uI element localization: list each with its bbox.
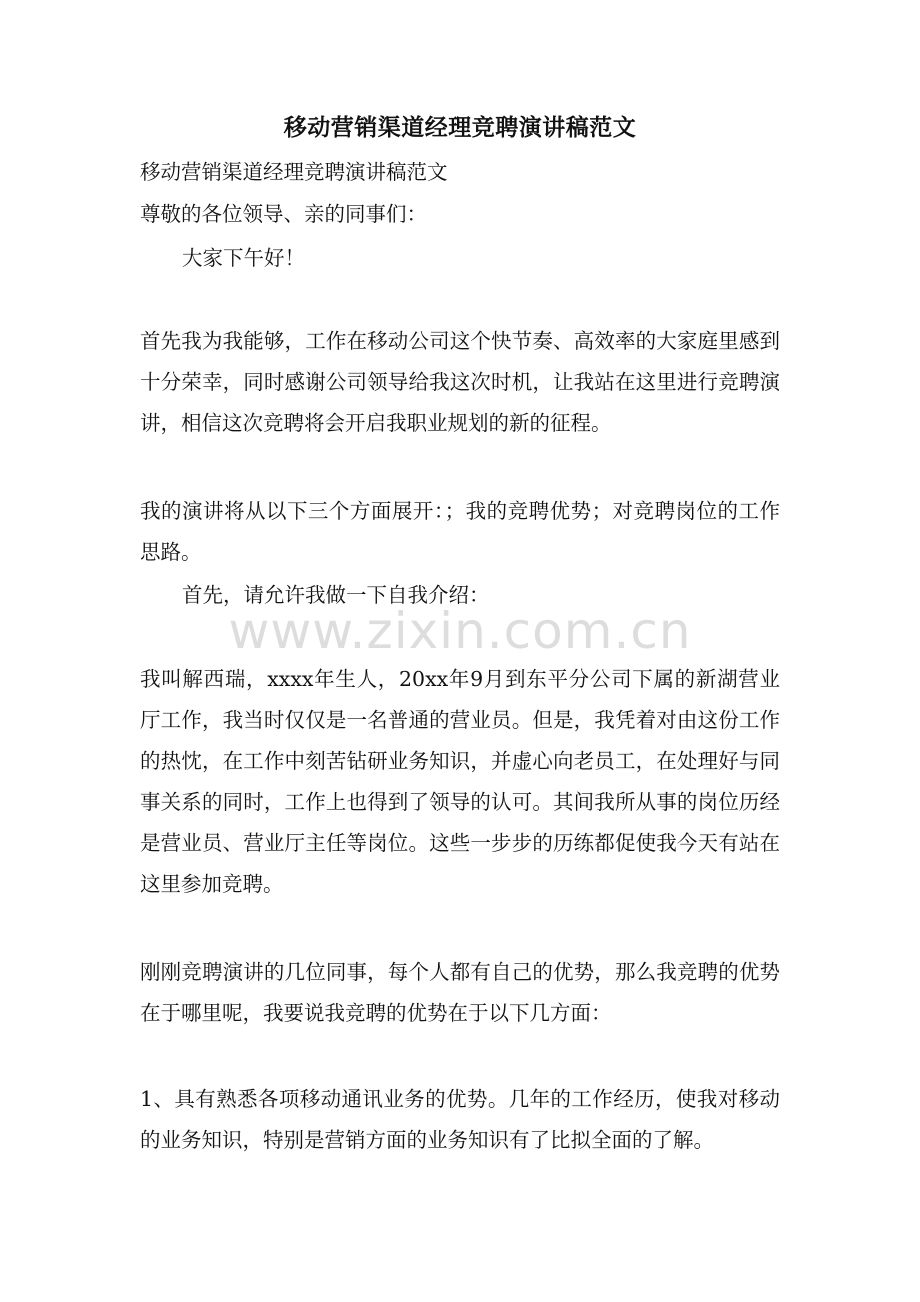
paragraph-outline: 我的演讲将从以下三个方面展开：；我的竞聘优势；对竞聘岗位的工作思路。 [140,499,780,564]
greeting: 大家下午好！ [182,246,305,270]
document-subtitle: 移动营销渠道经理竞聘演讲稿范文 [140,160,448,184]
paragraph-intro: 首先我为我能够，工作在移动公司这个快节奏、高效率的大家庭里感到十分荣幸，同时感谢公司领导给我这次时机，让我站在这里进行竞聘演讲，相信这次竞聘将会开启我职业规划的新的征程。 [140,329,780,435]
watermark: www.zixin.com.cn [228,602,692,660]
paragraph-advantage-1: 1、具有熟悉各项移动通讯业务的优势。几年的工作经历，使我对移动的业务知识，特别是营销方面的业务知识有了比拟全面的了解。 [140,1087,780,1152]
salutation: 尊敬的各位领导、亲的同事们： [140,202,427,226]
paragraph-self-intro: 我叫解西瑞，xxxx年生人，20xx年9月到东平分公司下属的新湖营业厅工作，我当时仅仅是一名普通的营业员。但是，我凭着对由这份工作的热忱，在工作中刻苦钻研业务知识，并虚心向老员工，在处理好与同事关系的同时，工作上也得到了领导的认可。其间我所从事的岗位历经是营业员、营业厅主任等岗位。这些一步步的历练都促使我今天有站在这里参加竞聘。 [140,667,780,896]
paragraph-self-intro-lead: 首先，请允许我做一下自我介绍： [182,583,490,607]
paragraph-advantages-lead: 刚刚竞聘演讲的几位同事，每个人都有自己的优势，那么我竞聘的优势在于哪里呢，我要说我竞聘的优势在于以下几方面： [140,960,780,1025]
document-title: 移动营销渠道经理竞聘演讲稿范文 [283,114,637,141]
